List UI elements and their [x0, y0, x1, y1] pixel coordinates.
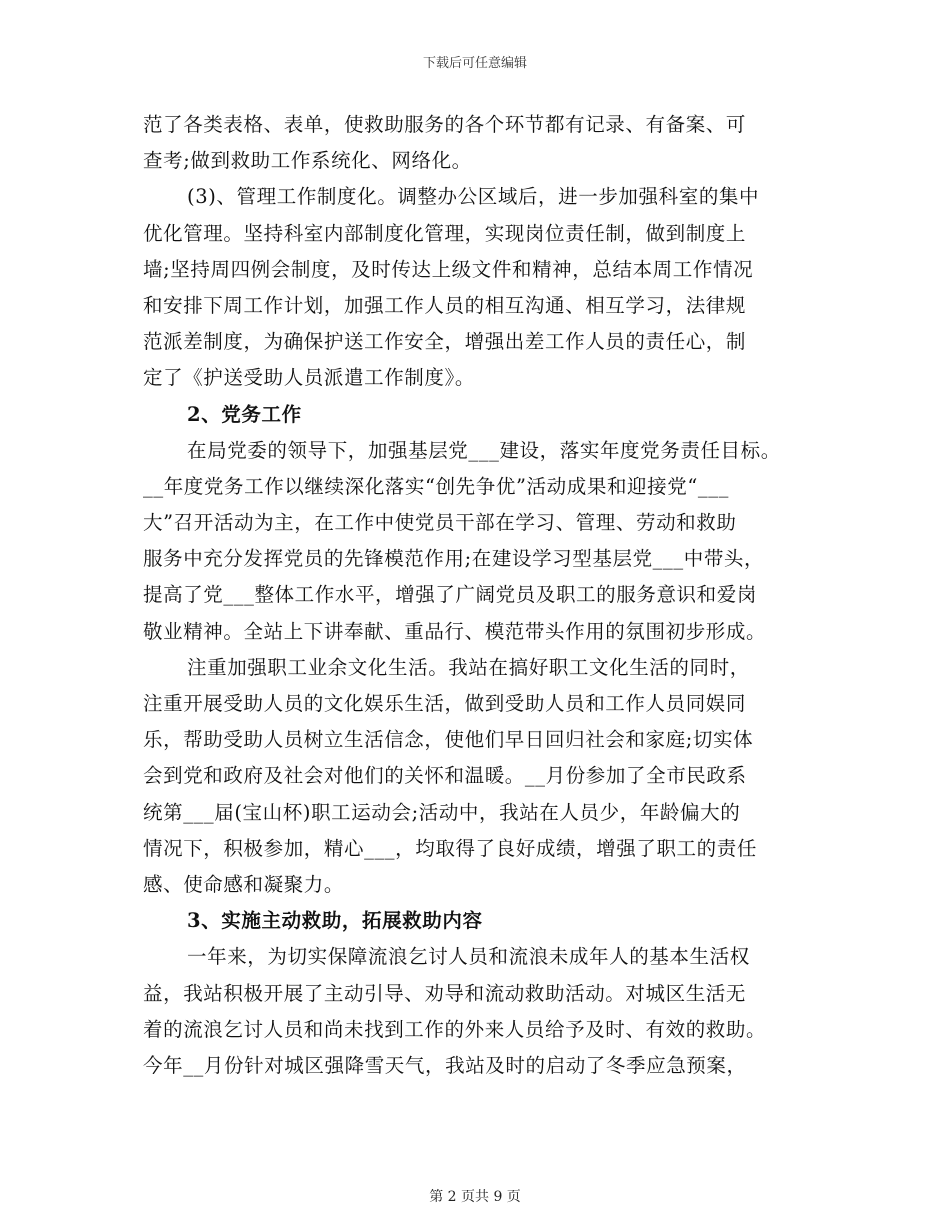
page-header: 下载后可任意编辑 [422, 56, 527, 71]
document-body [143, 107, 813, 1084]
page-footer: 第 2 页共 9 页 [429, 1189, 521, 1205]
text-line: 定了《护送受助人员派遣工作制度》。 [143, 366, 475, 390]
text-line: 大”召开活动为主，在工作中使党员干部在学习、管理、劳动和救助 [143, 511, 737, 535]
text-line: 一年来，为切实保障流浪乞讨人员和流浪未成年人的基本生活权 [187, 945, 750, 969]
text-line: 乐，帮助受助人员树立生活信念，使他们早日回归社会和家庭;切实体 [143, 728, 754, 752]
text-line: 查考;做到救助工作系统化、网络化。 [143, 149, 472, 173]
text-line: 优化管理。坚持科室内部制度化管理，实现岗位责任制，做到制度上 [143, 221, 747, 245]
text-line: 感、使命感和凝聚力。 [143, 872, 345, 896]
text-line: 和安排下周工作计划，加强工作人员的相互沟通、相互学习，法律规 [143, 293, 747, 317]
text-line: 着的流浪乞讨人员和尚未找到工作的外来人员给予及时、有效的救助。 [143, 1017, 767, 1041]
section-heading: 2、党务工作 [187, 402, 302, 426]
text-line: 敬业精神。全站上下讲奉献、重品行、模范带头作用的氛围初步形成。 [143, 619, 767, 643]
text-line: 统第___届(宝山杯)职工运动会;活动中，我站在人员少，年龄偏大的 [143, 800, 741, 824]
text-line: 今年__月份针对城区强降雪天气，我站及时的启动了冬季应急预案， [143, 1053, 747, 1077]
text-line: 注重加强职工业余文化生活。我站在搞好职工文化生活的同时， [187, 655, 750, 679]
text-line: (3)、管理工作制度化。调整办公区域后，进一步加强科室的集中 [187, 185, 760, 209]
text-line: 在局党委的领导下，加强基层党___建设，落实年度党务责任目标。 [187, 438, 781, 462]
text-line: 墙;坚持周四例会制度，及时传达上级文件和精神，总结本周工作情况 [143, 257, 754, 281]
section-heading: 3、实施主动救助，拓展救助内容 [187, 909, 483, 933]
text-line: 益，我站积极开展了主动引导、劝导和流动救助活动。对城区生活无 [143, 981, 747, 1005]
text-line: 服务中充分发挥党员的先锋模范作用;在建设学习型基层党___中带头， [143, 547, 765, 571]
text-line: 会到党和政府及社会对他们的关怀和温暖。__月份参加了全市民政系 [143, 764, 747, 788]
text-line: 范了各类表格、表单，使救助服务的各个环节都有记录、有备案、可 [143, 113, 747, 136]
text-line: 提高了党___整体工作水平，增强了广阔党员及职工的服务意识和爱岗 [143, 583, 757, 607]
text-line: __年度党务工作以继续深化落实“创先争优”活动成果和迎接党“___ [143, 474, 729, 498]
text-line: 注重开展受助人员的文化娱乐生活，做到受助人员和工作人员同娱同 [143, 692, 747, 715]
text-line: 情况下，积极参加，精心___，均取得了良好成绩，增强了职工的责任 [143, 836, 757, 860]
text-line: 范派差制度，为确保护送工作安全，增强出差工作人员的责任心，制 [143, 330, 747, 354]
